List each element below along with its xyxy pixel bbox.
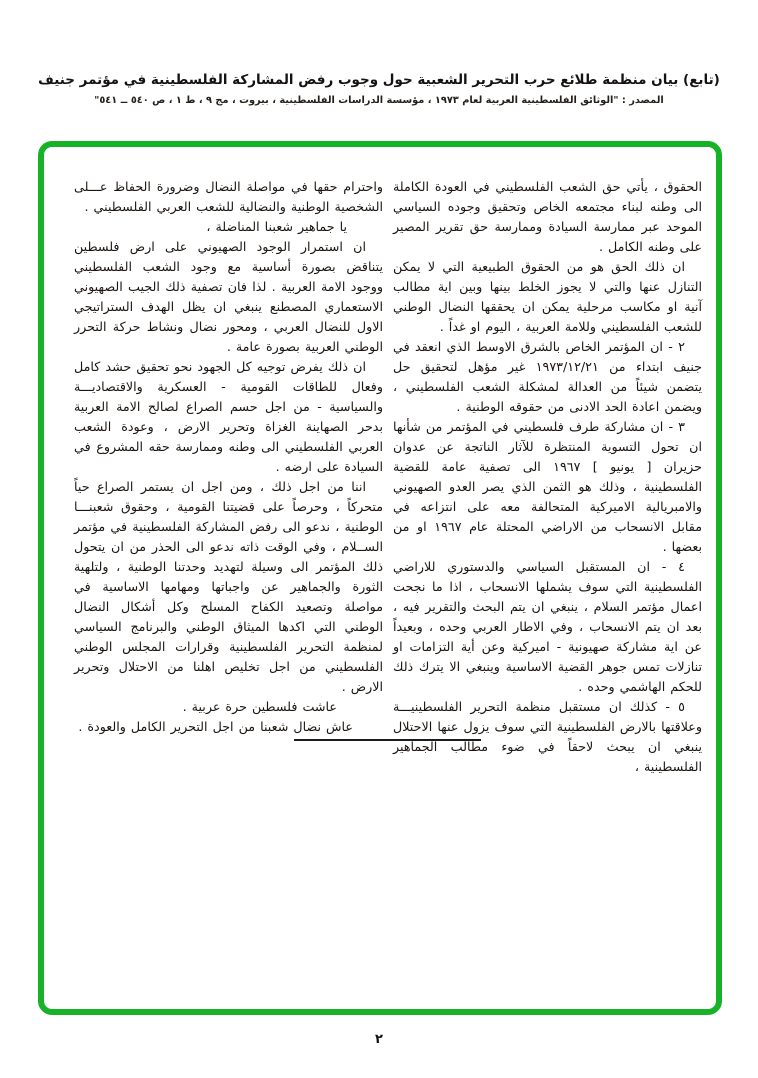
page-title: (تابع) بيان منظمة طلائع حرب التحرير الشعبية حول وجوب رفض المشاركة الفلسطينية في مؤتمر جنيف — [38, 72, 720, 88]
paragraph: ٣ - ان مشاركة طرف فلسطيني في المؤتمر من شأنها ان تحول التسوية المنتظرة للآثار الناتجة عن عدوان حزيران [ يونيو ] ١٩٦٧ الى تصفية عامة للقضية الفلسطينية ، وذلك هو الثمن الذي يصر العدو الصهيوني والامبريالية الاميركية المتحالفة معه على انتزاعه في مقابل الانسحاب من الاراضي المحتلة عام ١٩٦٧ او من بعضها . — [393, 419, 702, 554]
paragraph: ان استمرار الوجود الصهيوني على ارض فلسطين يتناقض بصورة أساسية مع وجود الشعب الفلسطيني ووجود الامة العربية . لذا فان تصفية ذلك الجيب الصهيوني الاستعماري المصطنع ينبغي ان يظل الهدف الستراتيجي الاول للنضال العربي ، ومحور نضال ونشاط حركة التحرر الوطني العربية بصورة عامة . — [74, 239, 383, 354]
document-header — [0, 72, 758, 106]
paragraph: واحترام حقها في مواصلة النضال وضرورة الحفاظ عـــلى الشخصية الوطنية والنضالية للشعب العربي الفلسطيني . — [74, 179, 383, 214]
text-column-right — [393, 177, 702, 1009]
paragraph: الحقوق ، يأتي حق الشعب الفلسطيني في العودة الكاملة الى وطنه لبناء مجتمعه الخاص وتحقيق وجوده السياسي الموحد عبر ممارسة السيادة وممارسة حق تقرير المصير على وطنه الكامل . — [393, 179, 702, 254]
slogan-line: عاش نضال شعبنا من اجل التحرير الكامل والعودة . — [78, 719, 353, 734]
source-line: المصدر : "الوثائق الفلسطينية العربية لعام ١٩٧٣ ، مؤسسة الدراسات الفلسطينية ، بيروت ، مج ٩ ، ط ١ ، ص ٥٤٠ ــ ٥٤١" — [94, 95, 664, 106]
paragraph: ان ذلك يفرض توجيه كل الجهود نحو تحقيق حشد كامل وفعال للطاقات القومية - العسكرية والاقتصاديـــة والسياسية - من اجل حسم الصراع لصالح الامة العربية بدحر الصهاينة الغزاة وتحرير الارض ، وعودة الشعب العربي الفلسطيني الى وطنه وممارسة حقه المشروع في السيادة على ارضه . — [74, 359, 383, 474]
document-frame — [38, 141, 722, 1015]
paragraph: يا جماهير شعبنا المناضلة ، — [206, 219, 347, 234]
slogan-line: عاشت فلسطين حرة عربية . — [182, 699, 337, 714]
text-column-left — [74, 177, 383, 1009]
section-divider — [294, 739, 481, 741]
paragraph: ان ذلك الحق هو من الحقوق الطبيعية التي لا يمكن التنازل عنها والتي لا يجوز الخلط بينها وبين اية مطالب آنية او مكاسب مرحلية يمكن ان يحققها النضال الوطني للشعب الفلسطيني وللامة العربية ، اليوم او غداً . — [393, 259, 702, 334]
paragraph: اننا من اجل ذلك ، ومن اجل ان يستمر الصراع حياً متحركاً ، وحرصاً على قضيتنا القومية ، وحقوق شعبنـــا الوطنية ، ندعو الى رفض المشاركة الفلسطينية في مؤتمر الســلام ، وفي الوقت ذاته ندعو الى الحذر من ان يتحول ذلك المؤتمر الى وسيلة لتهديد وحدتنا الوطنية ، ولتلهية الثورة والجماهير عن واجباتها ومهامها الاساسية في مواصلة وتصعيد الكفاح المسلح وكل أشكال النضال الوطني التي اكدها الميثاق الوطني والبرنامج السياسي لمنظمة التحرير الفلسطينية وقرارات المجلس الوطني الفلسطيني من اجل تخليص اهلنا من الاحتلال وتحرير الارض . — [74, 479, 383, 694]
paragraph: ٤ - ان المستقبل السياسي والدستوري للاراضي الفلسطينية التي سوف يشملها الانسحاب ، اذا ما نجحت اعمال مؤتمر السلام ، ينبغي ان يتم البحث والتقرير فيه ، بعد ان يتم الانسحاب ، وفي الاطار العربي وحده ، وبعيداً عن اية مشاركة صهيونية - اميركية وعن أية التزامات او تنازلات تمس جوهر القضية الاساسية وينبغي الا يترك ذلك للحكم الهاشمي وحده . — [393, 559, 702, 694]
page-number: ٢ — [375, 1032, 383, 1047]
paragraph: ٥ - كذلك ان مستقبل منظمة التحرير الفلسطينيـــة وعلاقتها بالارض الفلسطينية التي سوف يزول عنها الاحتلال ينبغي ان يبحث لاحقاً في ضوء مطالب الجماهير الفلسطينية ، — [393, 699, 702, 774]
paragraph: ٢ - ان المؤتمر الخاص بالشرق الاوسط الذي انعقد في جنيف ابتداء من ١٩٧٣/١٢/٢١ غير مؤهل لتحقيق حل يتضمن شيئاً من العدالة لمشكلة الشعب الفلسطيني ، ويضمن اعادة الحد الادنى من حقوقه الوطنية . — [393, 339, 702, 414]
text-columns — [44, 147, 716, 1009]
